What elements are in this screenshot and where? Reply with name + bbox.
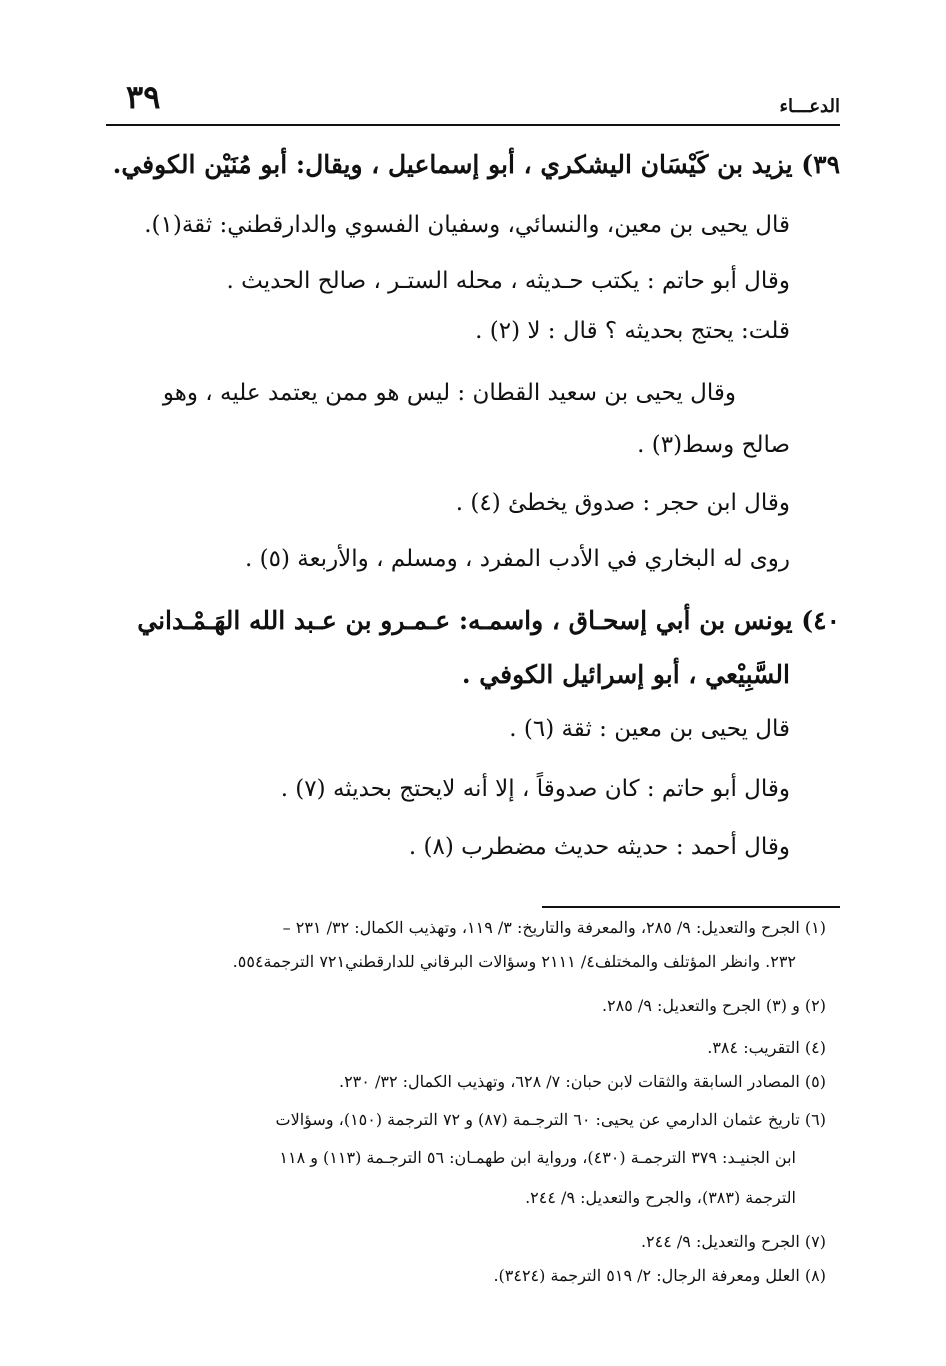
footnote-line: ابن الجنيـد: ٣٧٩ الترجمـة (٤٣٠)، ورواية ابن طهمـان: ٥٦ الترجـمة (١١٣) و ١١٨: [279, 1148, 796, 1167]
running-header-title: الدعـــاء: [779, 96, 840, 117]
body-line: قال يحيى بن معين : ثقة (٦) .: [509, 716, 790, 742]
header-rule: [106, 124, 840, 126]
body-line: قلت: يحتج بحديثه ؟ قال : لا (٢) .: [475, 318, 790, 344]
body-line: وقال أحمد : حديثه حديث مضطرب (٨) .: [408, 834, 790, 860]
body-line: وقال أبو حاتم : كان صدوقاً ، إلا أنه لايحتج بحديثه (٧) .: [280, 776, 790, 802]
footnote-line: (٧) الجرح والتعديل: ٩/ ٢٤٤.: [640, 1232, 826, 1251]
entry-heading-40: ٤٠) يونس بن أبي إسحـاق ، واسمـه: عـمـرو بن عـبد الله الهَـمْـداني: [137, 606, 840, 635]
footnote-line: الترجمة (٣٨٣)، والجرح والتعديل: ٩/ ٢٤٤.: [525, 1188, 796, 1207]
body-line: روى له البخاري في الأدب المفرد ، ومسلم ، والأربعة (٥) .: [244, 546, 790, 572]
entry-heading-40-cont: السَّبِيْعي ، أبو إسرائيل الكوفي .: [461, 660, 790, 689]
footnote-rule: [542, 906, 840, 908]
page-number: ٣٩: [126, 78, 161, 116]
footnote-line: ٢٣٢. وانظر المؤتلف والمختلف٤/ ٢١١١ وسؤالات البرقاني للدارقطني٧٢١ الترجمة٥٥٤.: [232, 952, 796, 971]
footnote-line: (٤) التقريب: ٣٨٤.: [707, 1038, 826, 1057]
body-line: وقال يحيى بن سعيد القطان : ليس هو ممن يعتمد عليه ، وهو: [162, 380, 736, 406]
footnote-line: (٨) العلل ومعرفة الرجال: ٢/ ٥١٩ الترجمة (٣٤٢٤).: [493, 1266, 826, 1285]
footnote-line: (٦) تاريخ عثمان الدارمي عن يحيى: ٦٠ الترجـمة (٨٧) و ٧٢ الترجمة (١٥٠)، وسؤالات: [275, 1110, 826, 1129]
body-line: وقال ابن حجر : صدوق يخطئ (٤) .: [455, 490, 790, 516]
body-line: وقال أبو حاتم : يكتب حـديثه ، محله الستـر ، صالح الحديث .: [226, 268, 790, 294]
footnote-line: (٥) المصادر السابقة والثقات لابن حبان: ٧/ ٦٢٨، وتهذيب الكمال: ٣٢/ ٢٣٠.: [338, 1072, 826, 1091]
body-line: صالح وسط(٣) .: [637, 432, 790, 458]
entry-heading-39: ٣٩) يزيد بن كَيْسَان اليشكري ، أبو إسماعيل ، ويقال: أبو مُنَيْن الكوفي.: [112, 150, 840, 179]
footnote-line: (١) الجرح والتعديل: ٩/ ٢٨٥، والمعرفة والتاريخ: ٣/ ١١٩، وتهذيب الكمال: ٣٢/ ٢٣١ –: [282, 918, 826, 937]
footnote-line: (٢) و (٣) الجرح والتعديل: ٩/ ٢٨٥.: [601, 996, 826, 1015]
body-line: قال يحيى بن معين، والنسائي، وسفيان الفسوي والدارقطني: ثقة(١).: [144, 212, 790, 238]
